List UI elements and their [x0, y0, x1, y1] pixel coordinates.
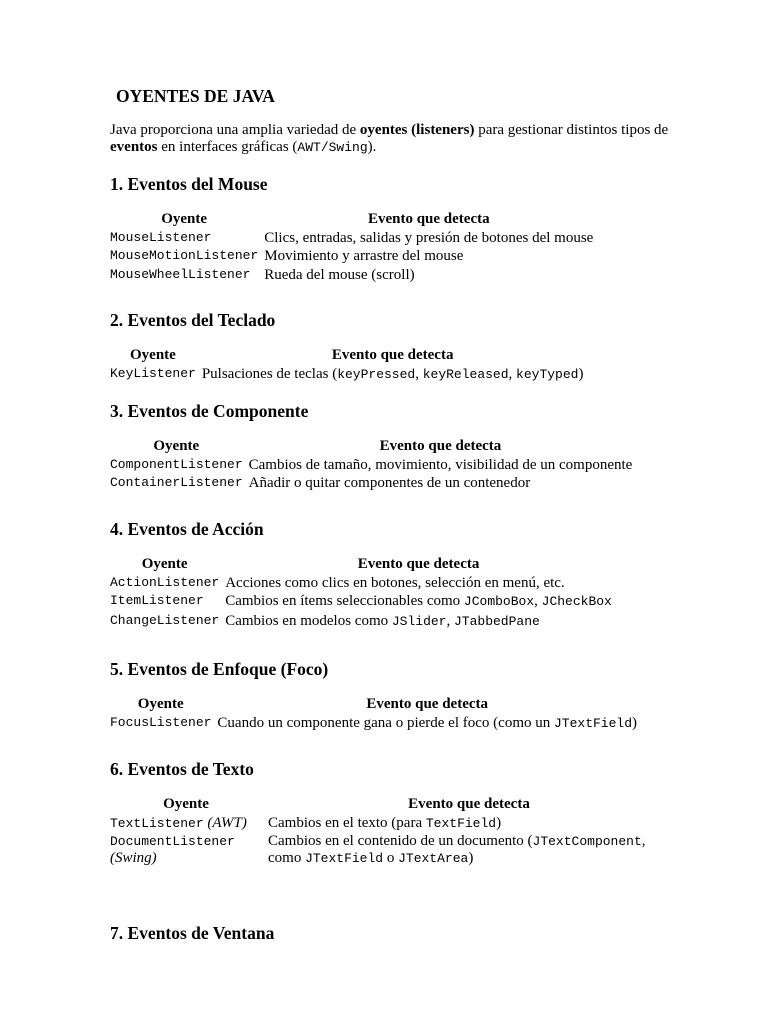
event-text: ) — [632, 714, 637, 731]
col-header-listener: Oyente — [137, 696, 184, 712]
table-row — [110, 247, 593, 266]
event-description — [268, 833, 670, 867]
event-text: , — [415, 365, 423, 382]
table-row — [110, 266, 593, 285]
event-text: ) — [578, 365, 584, 382]
intro-bold-1: oyentes (listeners) — [359, 122, 475, 138]
event-text: , — [534, 593, 542, 609]
listener-name: MouseListener — [110, 229, 212, 245]
event-code: JComboBox — [463, 594, 535, 609]
listener-table — [110, 555, 612, 631]
listener-name — [110, 833, 268, 867]
event-description: Añadir o quitar componentes de un contenedor — [248, 475, 531, 491]
table-row — [110, 833, 670, 867]
table-row — [110, 474, 632, 493]
listener-code: TextListener — [110, 815, 204, 831]
col-header-event: Evento que detecta — [366, 696, 489, 712]
event-text: Cambios en ítems seleccionables como — [225, 593, 464, 609]
table-header-row — [110, 795, 670, 814]
col-header-event: Evento que detecta — [357, 556, 480, 572]
table-row — [110, 574, 612, 593]
page-title: OYENTES DE JAVA — [116, 86, 275, 106]
listener-name: ItemListener — [110, 593, 204, 608]
listener-name: MouseWheelListener — [110, 266, 251, 282]
event-description: Cambios de tamaño, movimiento, visibilidad de un componente — [248, 456, 633, 473]
event-text: , como — [268, 833, 646, 866]
listener-code: DocumentListener — [110, 834, 235, 849]
event-code: JSlider — [391, 613, 447, 629]
col-header-event: Evento que detecta — [408, 796, 530, 812]
event-text: ) — [468, 850, 474, 866]
event-description — [225, 612, 612, 632]
table-header-row — [110, 210, 593, 229]
listener-name: MouseMotionListener — [110, 248, 259, 263]
intro-paragraph — [110, 122, 670, 156]
table-row — [110, 714, 637, 734]
col-header-listener: Oyente — [141, 556, 188, 572]
event-code: keyPressed — [337, 366, 416, 382]
table-header-row — [110, 437, 632, 456]
event-description: Clics, entradas, salidas y presión de botones del mouse — [264, 229, 594, 246]
event-text: , — [508, 365, 517, 382]
event-text: Cambios en el contenido de un documento ( — [268, 833, 533, 849]
listener-note: (Swing) — [110, 850, 157, 866]
event-text: Pulsaciones de teclas ( — [201, 365, 338, 382]
table-header-row — [110, 695, 637, 714]
event-text: Cambios en el texto (para — [268, 814, 426, 831]
col-header-listener: Oyente — [153, 438, 200, 454]
listener-table — [110, 210, 593, 284]
intro-text-1: Java proporciona una amplia variedad de — [110, 122, 360, 138]
listener-name: KeyListener — [110, 365, 196, 381]
event-code: JTabbedPane — [453, 613, 540, 629]
listener-name: ContainerListener — [110, 475, 243, 490]
listener-table — [110, 695, 637, 733]
event-text: ) — [496, 814, 502, 831]
event-description — [268, 814, 670, 834]
section-title: 6. Eventos de Texto — [110, 759, 254, 779]
listener-name: ChangeListener — [110, 612, 220, 628]
listener-name: ActionListener — [110, 574, 220, 590]
section-title: 4. Eventos de Acción — [110, 519, 264, 539]
table-header-row — [110, 555, 612, 574]
intro-text-4: ). — [367, 139, 377, 155]
col-header-event: Evento que detecta — [379, 438, 502, 454]
table-row — [110, 814, 670, 834]
event-code: keyReleased — [422, 366, 509, 382]
event-code: JTextComponent — [532, 834, 642, 849]
listener-name: FocusListener — [110, 714, 212, 730]
event-code: JTextField — [553, 715, 632, 731]
section-title: 1. Eventos del Mouse — [110, 174, 268, 194]
section-title: 7. Eventos de Ventana — [110, 923, 275, 943]
event-description — [225, 592, 612, 612]
intro-text-3: en interfaces gráficas ( — [157, 139, 298, 155]
col-header-listener: Oyente — [163, 796, 209, 812]
table-row — [110, 456, 632, 475]
table-row — [110, 365, 583, 385]
listener-note: (AWT) — [207, 814, 247, 831]
listener-table — [110, 346, 583, 384]
col-header-listener: Oyente — [161, 211, 208, 227]
event-description: Rueda del mouse (scroll) — [264, 266, 415, 283]
listener-name — [110, 814, 268, 834]
table-header-row — [110, 346, 583, 365]
table-row — [110, 592, 612, 612]
listener-table — [110, 795, 670, 867]
col-header-listener: Oyente — [130, 347, 176, 363]
event-text: Cambios en modelos como — [225, 612, 392, 629]
section-title: 3. Eventos de Componente — [110, 401, 309, 421]
listener-table — [110, 437, 632, 493]
event-description: Acciones como clics en botones, selección en menú, etc. — [225, 574, 565, 591]
intro-code: AWT/Swing — [297, 140, 368, 155]
table-row — [110, 612, 612, 632]
event-code: TextField — [425, 815, 497, 831]
col-header-event: Evento que detecta — [367, 211, 490, 227]
event-code: keyTyped — [516, 366, 579, 382]
intro-text-2: para gestionar distintos tipos de — [474, 122, 669, 138]
intro-bold-2: eventos — [110, 139, 158, 155]
event-text: o — [383, 850, 399, 866]
event-description: Movimiento y arrastre del mouse — [264, 248, 464, 264]
event-text: , — [446, 612, 454, 629]
table-row — [110, 229, 593, 248]
event-code: JTextField — [305, 851, 384, 866]
event-code: JCheckBox — [541, 594, 612, 609]
section-title: 2. Eventos del Teclado — [110, 310, 276, 330]
event-description — [217, 714, 637, 734]
event-code: JTextArea — [398, 851, 469, 866]
event-description — [202, 365, 584, 385]
event-text: Cuando un componente gana o pierde el foco (como un — [217, 714, 554, 731]
col-header-event: Evento que detecta — [331, 347, 454, 363]
section-title: 5. Eventos de Enfoque (Foco) — [110, 659, 329, 679]
listener-name: ComponentListener — [110, 456, 243, 472]
